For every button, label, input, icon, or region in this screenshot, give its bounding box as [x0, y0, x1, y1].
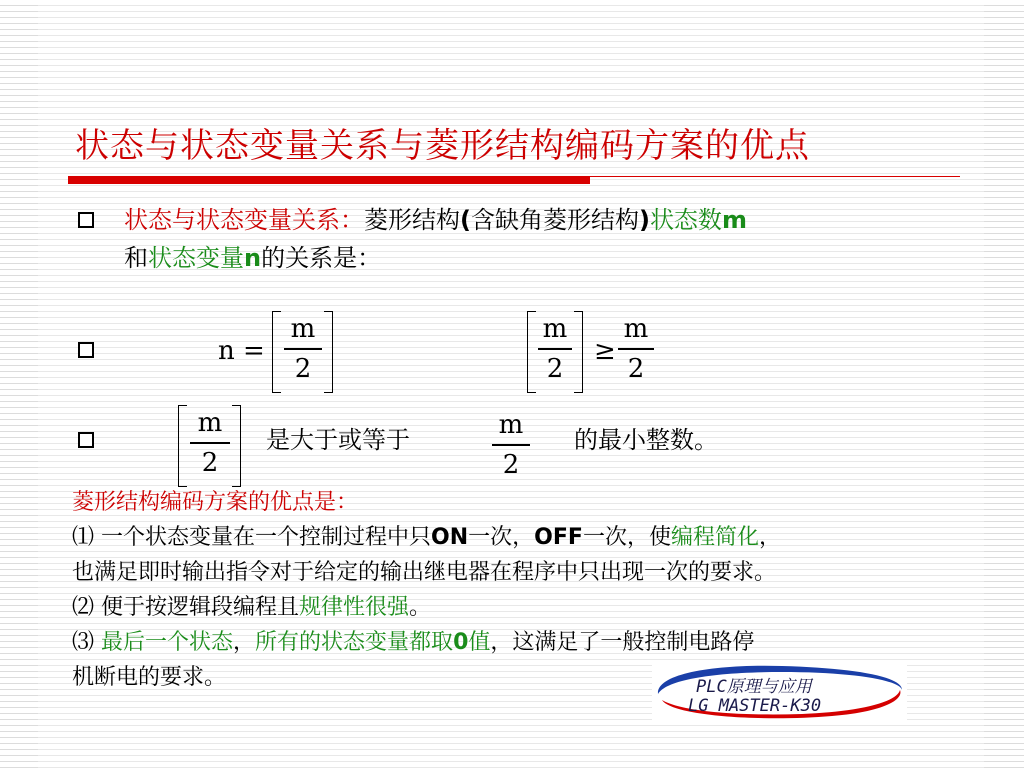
ceil-bracket-left — [527, 311, 536, 393]
bullet1-line2 — [124, 240, 381, 276]
item3-zero: 0 — [453, 630, 469, 655]
fraction-denominator: 2 — [201, 447, 219, 478]
paren-close: ) — [638, 206, 650, 234]
fraction-denominator: 2 — [546, 353, 564, 384]
item3-highlight-3: 值 — [468, 630, 491, 655]
fraction-bar — [284, 348, 322, 350]
ceil-bracket-right — [232, 405, 241, 487]
ceil-bracket-left — [178, 405, 187, 487]
geq-symbol: ≥ — [594, 336, 616, 366]
ceil-bracket-left — [272, 311, 281, 393]
item1-text-a: 一个状态变量在一个控制过程中只 — [101, 525, 432, 550]
fraction-numerator: m — [197, 408, 223, 438]
fraction-denominator: 2 — [502, 449, 520, 480]
item3-text-b: ，这满足了一般控制电路停 — [490, 630, 755, 655]
formula1-lhs: n = — [218, 336, 265, 366]
formula3-fraction-plain — [492, 408, 530, 482]
fraction-bar — [538, 348, 572, 350]
item-marker: ⑴ — [72, 525, 95, 550]
item1-on: ON — [431, 525, 469, 550]
fraction-bar — [618, 348, 654, 350]
item-marker: ⑵ — [72, 595, 95, 620]
formula2-fraction-right — [618, 312, 654, 386]
fraction-numerator: m — [290, 314, 316, 344]
slide-title: 状态与状态变量关系与菱形结构编码方案的优点 — [75, 126, 810, 166]
fraction-numerator: m — [498, 410, 524, 440]
bullet-square-icon — [78, 342, 94, 358]
formula2-fraction-left — [538, 312, 572, 386]
fraction-numerator: m — [623, 314, 649, 344]
item2-highlight: 规律性很强 — [299, 595, 410, 620]
title-underline-line — [590, 176, 960, 177]
bullet-square-icon — [78, 432, 94, 448]
left-stripe-decoration — [0, 0, 38, 768]
formula3-suffix: 的最小整数。 — [574, 426, 718, 454]
bullet1-text3: 和 — [124, 244, 148, 272]
item1-highlight: 编程简化 — [670, 525, 759, 550]
ceil-bracket-right — [574, 311, 583, 393]
fraction-denominator: 2 — [294, 353, 312, 384]
ceil-bracket-right — [324, 311, 333, 393]
advantage-item-3-line2: 机断电的要求。 — [72, 665, 227, 690]
bullet-square-icon — [78, 212, 94, 228]
item3-highlight-2: 所有的状态变量都取 — [255, 630, 454, 655]
advantage-item-1-line2: 也满足即时输出指令对于给定的输出继电器在程序中只出现一次的要求。 — [72, 560, 777, 585]
right-stripe-decoration — [984, 0, 1024, 768]
logo-line2: LG MASTER-K30 — [688, 696, 822, 716]
term-state-count: 状态数 — [649, 206, 722, 234]
var-m: m — [721, 206, 747, 234]
formula3-fraction — [190, 406, 230, 480]
advantage-item-1 — [72, 520, 781, 556]
item3-highlight-1: 最后一个状态 — [101, 630, 234, 655]
plc-logo — [652, 660, 907, 722]
bullet1-text1: 菱形结构 — [364, 206, 460, 234]
fraction-numerator: m — [542, 314, 568, 344]
item3-text-a: ， — [233, 630, 256, 655]
logo-line1: PLC原理与应用 — [696, 677, 812, 697]
title-underline-bar — [68, 176, 590, 184]
advantages-heading: 菱形结构编码方案的优点是： — [72, 490, 359, 515]
advantage-item-3 — [72, 625, 754, 661]
item1-off: OFF — [534, 525, 583, 550]
item1-text-d: ， — [758, 525, 781, 550]
bullet1-label: 状态与状态变量关系： — [124, 206, 364, 234]
item-marker: ⑶ — [72, 630, 95, 655]
item1-text-c: 一次，使 — [582, 525, 671, 550]
fraction-bar — [190, 442, 230, 444]
bullet1-text2: 含缺角菱形结构 — [470, 206, 639, 234]
item2-text-a: 便于按逻辑段编程且 — [101, 595, 300, 620]
bullet1-text4: 的关系是： — [261, 244, 382, 272]
bullet1-line1 — [124, 202, 747, 238]
formula1-fraction — [284, 312, 322, 386]
term-state-variable: 状态变量 — [148, 244, 244, 272]
fraction-bar — [492, 444, 530, 446]
formula3-text: 是大于或等于 — [266, 426, 410, 454]
advantage-item-2 — [72, 590, 431, 626]
item1-text-b: 一次， — [468, 525, 535, 550]
fraction-denominator: 2 — [627, 353, 645, 384]
paren-open: ( — [460, 206, 471, 234]
var-n: n — [244, 244, 262, 272]
item2-text-b: 。 — [409, 595, 432, 620]
